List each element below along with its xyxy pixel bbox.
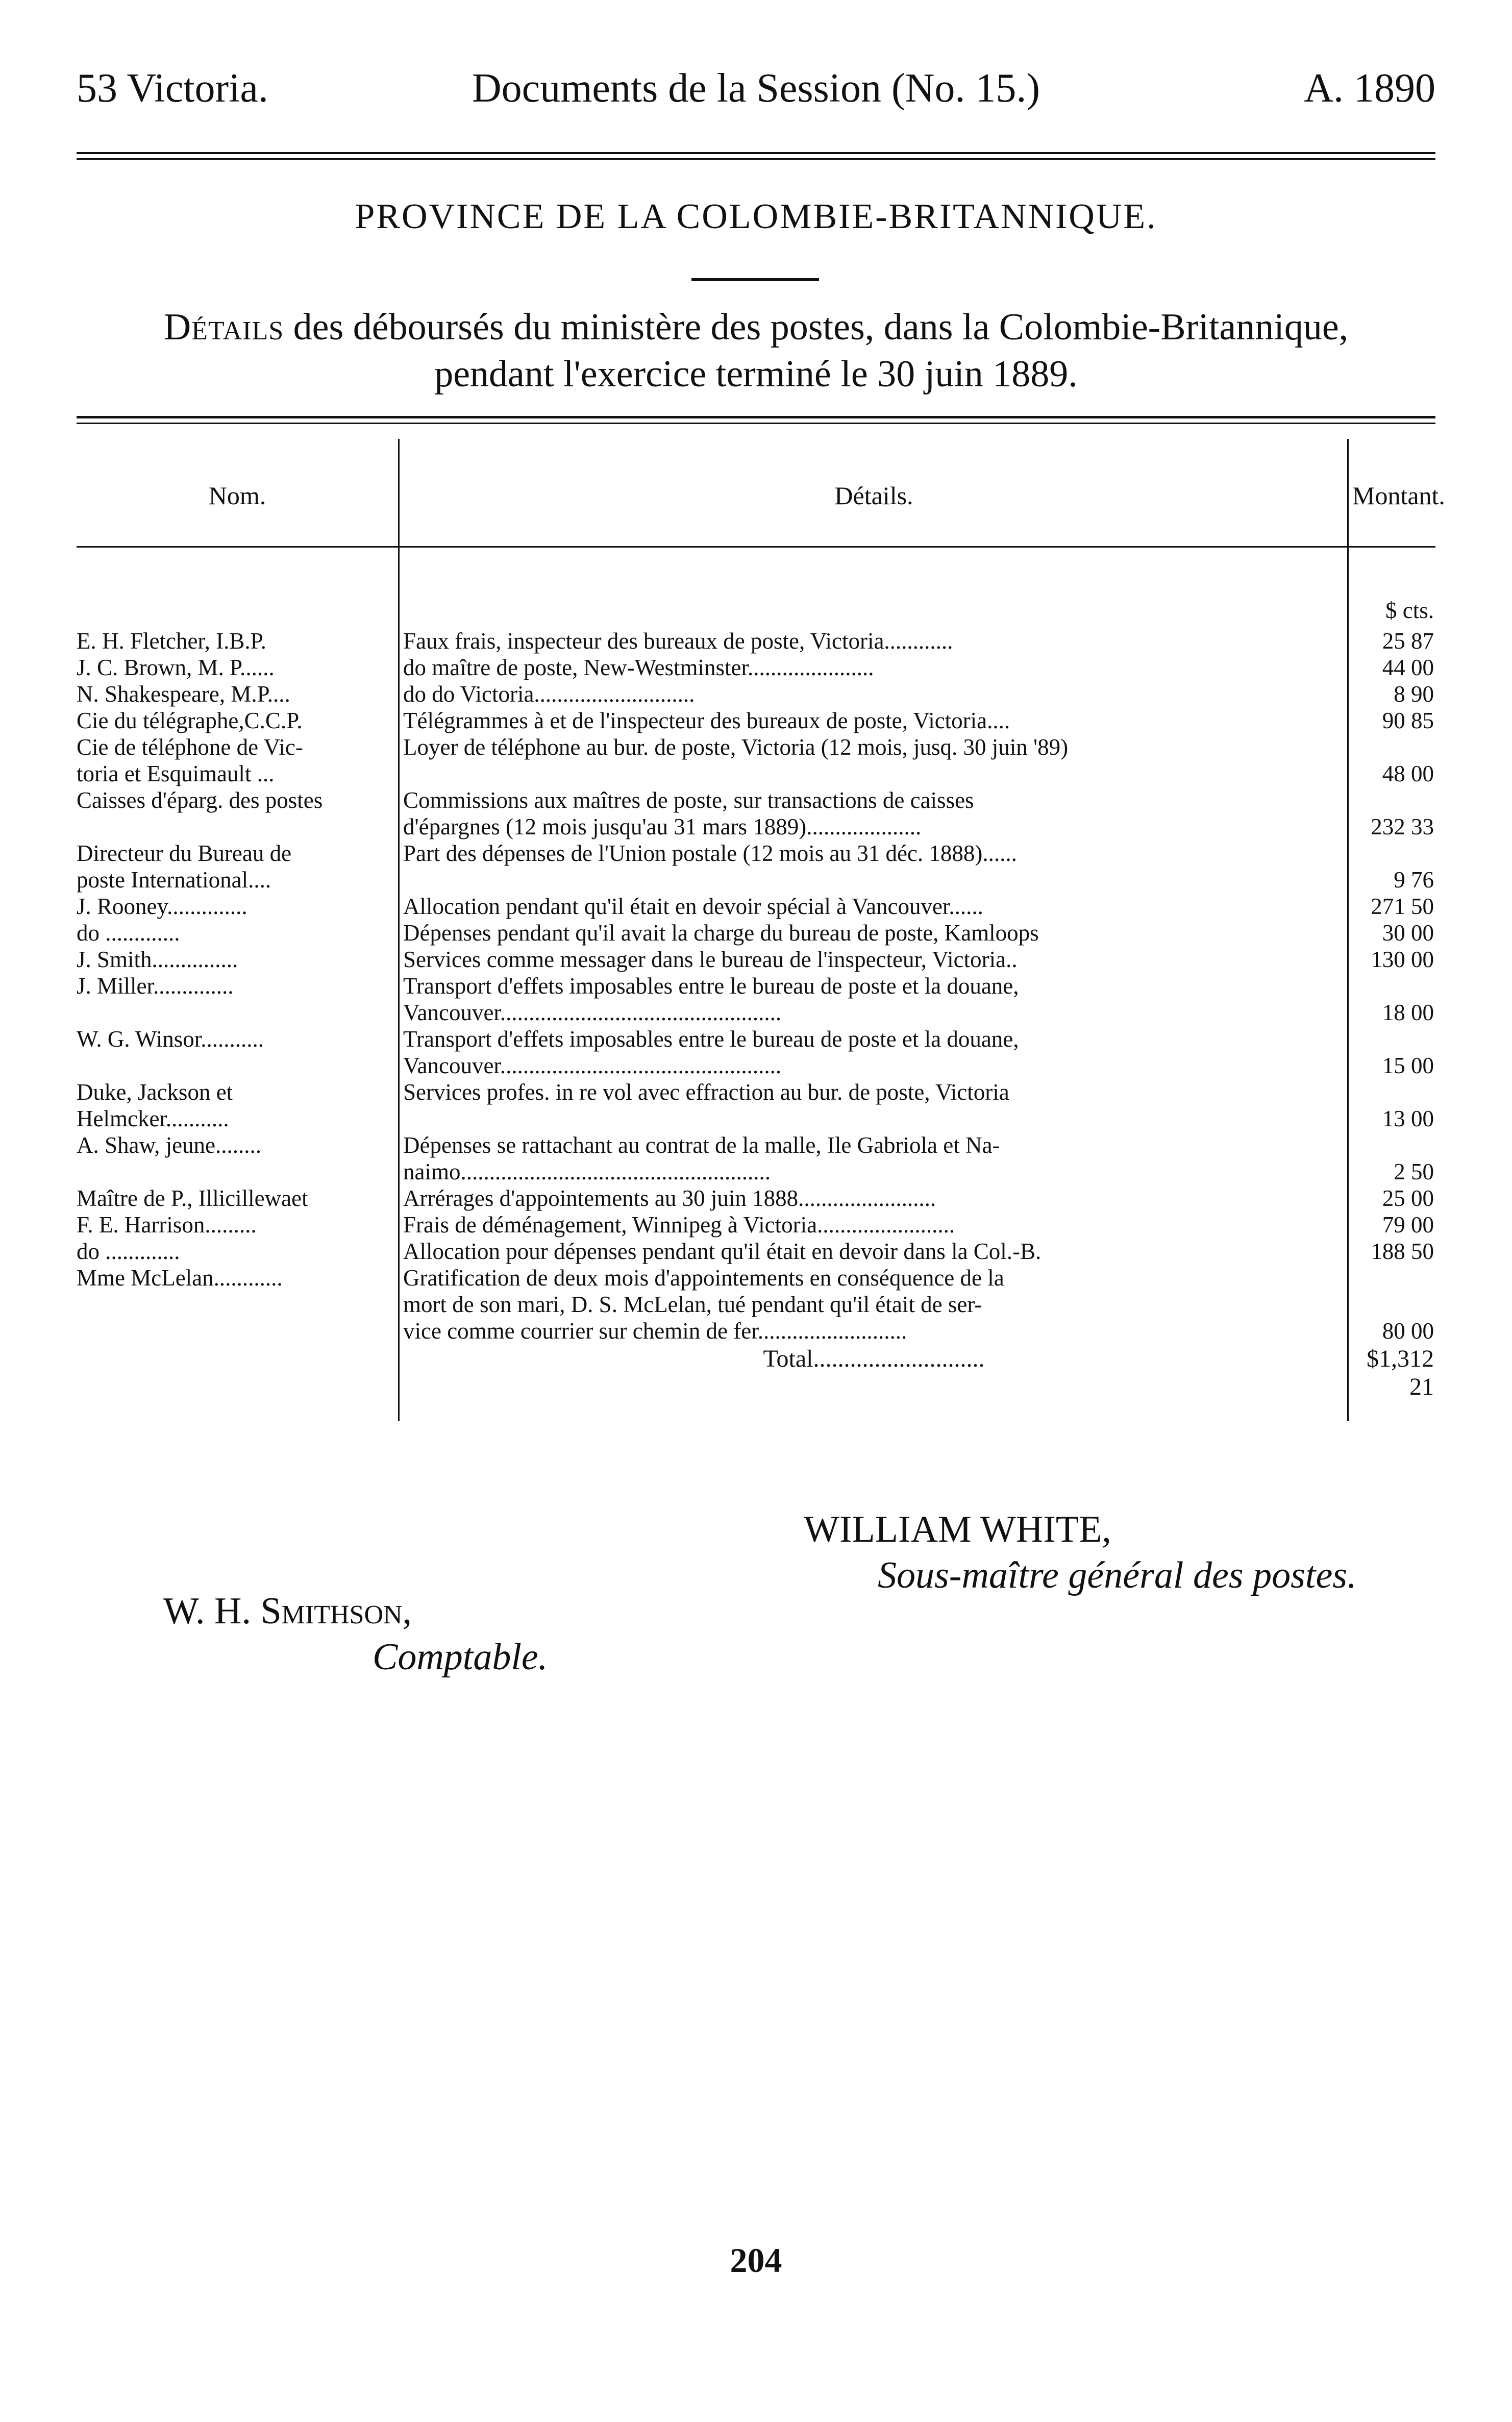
column-header-montant: Montant.	[1352, 481, 1445, 510]
row-13-details: Dépenses se rattachant au contrat de la malle, Ile Gabriola et Na- naimo......................................................	[403, 1132, 1000, 1184]
header-rule-top	[77, 152, 1435, 154]
row-16-details: Allocation pour dépenses pendant qu'il était en devoir dans la Col.-B.	[403, 1239, 1042, 1264]
row-7-details: Allocation pendant qu'il était en devoir spécial à Vancouver......	[403, 894, 983, 919]
row-15-nom: F. E. Harrison.........	[77, 1212, 257, 1238]
details-title	[77, 304, 1435, 398]
header-separator	[77, 546, 1435, 548]
row-0-details: Faux frais, inspecteur des bureaux de poste, Victoria............	[403, 628, 953, 654]
row-15-montant: 79 00	[1382, 1212, 1434, 1238]
row-11-nom: W. G. Winsor...........	[77, 1026, 264, 1052]
signature-postmaster-title: Sous-maître général des postes.	[878, 1554, 1357, 1596]
header-series-year: A. 1890	[1304, 66, 1435, 111]
row-11-montant: 15 00	[1382, 1053, 1434, 1078]
row-5-nom: Caisses d'éparg. des postes	[77, 787, 323, 813]
details-title-rest: des déboursés du ministère des postes, dans la Colombie-Britannique,	[284, 306, 1349, 348]
row-3-nom: Cie du télégraphe,C.C.P.	[77, 708, 303, 733]
row-12-nom: Duke, Jackson et Helmcker...........	[77, 1079, 233, 1131]
signature-postmaster-name: WILLIAM WHITE,	[804, 1509, 1111, 1550]
column-header-details: Détails.	[834, 481, 913, 510]
row-0-nom: E. H. Fletcher, I.B.P.	[77, 628, 266, 654]
header-document-title: Documents de la Session (No. 15.)	[472, 66, 1040, 111]
row-6-nom: Directeur du Bureau de poste International....	[77, 841, 292, 893]
row-14-nom: Maître de P., Illicillewaet	[77, 1185, 308, 1211]
page-number: 204	[730, 2241, 782, 2280]
row-3-montant: 90 85	[1382, 708, 1434, 733]
details-title-lead: Détails	[163, 306, 284, 348]
total-label: Total............................	[763, 1345, 985, 1372]
row-3-details: Télégrammes à et de l'inspecteur des bureaux de poste, Victoria....	[403, 708, 1010, 733]
province-title: PROVINCE DE LA COLOMBIE-BRITANNIQUE.	[355, 197, 1157, 236]
table-top-rule-thin	[77, 423, 1435, 424]
row-13-montant: 2 50	[1394, 1159, 1434, 1184]
column-divider-nom	[398, 439, 400, 1421]
row-10-montant: 18 00	[1382, 1000, 1434, 1025]
row-2-montant: 8 90	[1394, 681, 1434, 707]
row-13-nom: A. Shaw, jeune........	[77, 1132, 262, 1158]
row-4-details: Loyer de téléphone au bur. de poste, Victoria (12 mois, jusq. 30 juin '89)	[403, 734, 1069, 760]
row-17-montant: 80 00	[1382, 1318, 1434, 1344]
row-16-nom: do .............	[77, 1239, 180, 1264]
row-9-montant: 130 00	[1371, 947, 1434, 972]
row-8-montant: 30 00	[1382, 920, 1434, 946]
row-2-nom: N. Shakespeare, M.P....	[77, 681, 290, 707]
row-8-details: Dépenses pendant qu'il avait la charge du bureau de poste, Kamloops	[403, 920, 1039, 946]
header-rule-bottom	[77, 158, 1435, 160]
total-amount: $1,312 21	[1367, 1345, 1434, 1400]
row-6-details: Part des dépenses de l'Union postale (12 mois au 31 déc. 1888)......	[403, 841, 1017, 866]
signature-accountant-title: Comptable.	[373, 1636, 548, 1678]
row-12-details: Services profes. in re vol avec effraction au bur. de poste, Victoria	[403, 1079, 1009, 1105]
title-divider	[691, 278, 819, 281]
header-session-year: 53 Victoria.	[77, 66, 268, 111]
row-1-details: do maître de poste, New-Westminster......................	[403, 655, 874, 680]
running-header	[77, 65, 1435, 127]
row-9-nom: J. Smith...............	[77, 947, 238, 972]
row-5-details: Commissions aux maîtres de poste, sur transactions de caisses d'épargnes (12 mois jusqu'au 31 mars 1889)....................	[403, 787, 974, 839]
details-title-line1	[77, 304, 1435, 351]
row-2-details: do do Victoria............................	[403, 681, 695, 707]
row-8-nom: do .............	[77, 920, 180, 946]
row-10-nom: J. Miller..............	[77, 973, 234, 999]
row-1-nom: J. C. Brown, M. P......	[77, 655, 275, 680]
currency-units: $ cts.	[1385, 598, 1434, 623]
row-1-montant: 44 00	[1382, 655, 1434, 680]
details-title-line2: pendant l'exercice terminé le 30 juin 1889.	[434, 353, 1078, 395]
row-14-montant: 25 00	[1382, 1185, 1434, 1211]
row-7-montant: 271 50	[1371, 894, 1434, 919]
row-10-details: Transport d'effets imposables entre le bureau de poste et la douane, Vancouver.................................................	[403, 973, 1019, 1025]
signature-accountant-initials: W. H.	[163, 1590, 261, 1632]
row-16-montant: 188 50	[1371, 1239, 1434, 1264]
signature-accountant-surname: Smithson,	[260, 1590, 412, 1632]
column-header-nom: Nom.	[208, 481, 266, 510]
row-5-montant: 232 33	[1371, 814, 1434, 839]
column-divider-montant	[1347, 439, 1349, 1421]
row-11-details: Transport d'effets imposables entre le bureau de poste et la douane, Vancouver.................................................	[403, 1026, 1019, 1078]
row-4-montant: 48 00	[1382, 761, 1434, 786]
table-top-rule	[77, 416, 1435, 418]
row-6-montant: 9 76	[1394, 867, 1434, 893]
row-9-details: Services comme messager dans le bureau de l'inspecteur, Victoria..	[403, 947, 1018, 972]
row-17-nom: Mme McLelan............	[77, 1265, 283, 1291]
row-17-details: Gratification de deux mois d'appointements en conséquence de la mort de son mari, D. S. McLelan, tué pendant qu'il était de ser- vice comme courrier sur chemin de fer..........................	[403, 1265, 1004, 1344]
row-7-nom: J. Rooney..............	[77, 894, 247, 919]
row-4-nom: Cie de téléphone de Vic- toria et Esquimault ...	[77, 734, 303, 786]
disbursements-table	[77, 429, 1445, 1421]
row-14-details: Arrérages d'appointements au 30 juin 1888........................	[403, 1185, 936, 1211]
row-15-details: Frais de déménagement, Winnipeg à Victoria........................	[403, 1212, 955, 1238]
signature-accountant-name	[163, 1590, 412, 1633]
row-0-montant: 25 87	[1382, 628, 1434, 654]
row-12-montant: 13 00	[1382, 1106, 1434, 1131]
